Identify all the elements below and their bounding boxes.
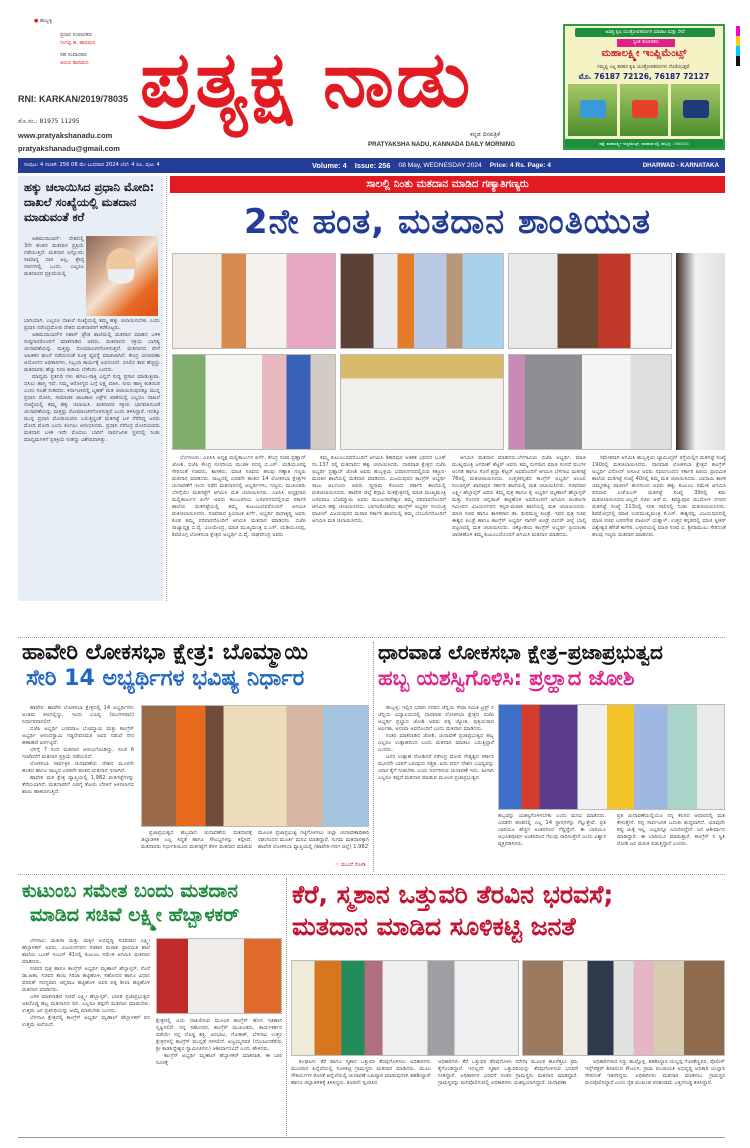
dharwad-body-left: ಹುಬ್ಬಳ್ಳಿ: ಇಲ್ಲಿನ ಭವಾನಿ ನಗರದ ಚೆನ್ನಯ ಸೇವಾ ಸಮಿತಿ ಟ್ರಸ್ಟ್ ನ ಚೆನ್ನಯ ವಿದ್ಯಾಲಯದಲ್ಲಿ ಧಾರವಾಡ ಲೋಕಸಭಾ ಕ್ಷೇತ್ರದ ಬಿಜೆಪಿ ಅಭ್ಯರ್ಥಿ ಪ್ರಲ್ಹಾದ ಜೋಶಿ ಅವರು ಪತ್ನಿ ಜ್ಯೋತಿ, ಪುತ್ರಿಯರಾದ ಅರ್ಪಿತಾ, ಅನುಷಾ ಅವರೊಂದಿಗೆ ಬಂದು ಮತದಾನ ಮಾಡಿದರು. ನಂತರ ಮಾತನಾಡಿದ ಜೋಶಿ, ಚುನಾವಣೆ ಪ್ರಜಾಪ್ರಭುತ್ವದ ಹಬ್ಬ ಎಲ್ಲರೂ ಉತ್ಸಾಹದಿಂದ ಬಂದು ಮತದಾನ ಮಾಡಲು ಬರುತ್ತಿದ್ದಾರೆ ಎಂದರು. ಜನರ ಉತ್ಸಾಹ ನೋಡಿದರೆ ನರೇಂದ್ರ ಮೋದಿ ನೇತೃತ್ವದ ಸರ್ಕಾರ ಮೂರನೇ ಬಾರಿಗೆ ಬರುವುದು ನಿಶ್ಚಿತ. ಐದು ವರ್ಷ ದೇಶದ ಭವಿಷ್ಯವನ್ನು ಯಾರ ಕೈಗೆ ನೀಡಬೇಕು ಎಂದು ನಿರ್ಧರಿಸುವ ಚುನಾವಣೆ ಇದು. ಹೀಗಾಗಿ ಎಲ್ಲರೂ ತಪ್ಪದೆ ಮತದಾನ ಮಾಡುವ ಮೂಲಕ ಪ್ರಜಾಪ್ರಭುತ್ವದ — [378, 705, 494, 781]
place-label: DHARWAD - KARNATAKA — [642, 162, 719, 169]
photo-sulikatti-villagers — [291, 960, 519, 1056]
modi-photo — [86, 236, 158, 316]
coeditor-name: ಅರುಣ ಹಾದಿಮನಿ — [60, 60, 89, 66]
haveri-body-left: ಹಾವೇರಿ: ಹಾವೇರಿ ಲೋಕಸಭಾ ಕ್ಷೇತ್ರದಲ್ಲಿ 14 ಅಭ್ಯರ್ಥಿಗಳು ಅಂತಿಮ ಕಣದಲ್ಲಿದ್ದು, ಇಂದು ಭವಿಷ್ಯ (ಮಂಗಳವಾರ) ನಿರ್ಧಾರವಾಗಲಿದೆ. ಬಿಜೆಪಿ ಅಭ್ಯರ್ಥಿ ಬಸವರಾಜ ಬೊಮ್ಮಾಯಿ ಮತ್ತು ಕಾಂಗ್ರೆಸ್ ಅಭ್ಯರ್ಥಿ ಆನಂದಸ್ವಾಮಿ ಗಡ್ಡದೇವರಮಠ ಅವರ ನಡುವೆ ನೇರ ಹಣಾಹಣಿ ಏರ್ಪಟ್ಟಿದೆ. ಬೆಳಗ್ಗೆ 7 ರಿಂದ ಮತದಾನ ಆರಂಭಗೊಂಡಿದ್ದು, ಸಂಜೆ 6 ಗಂಟೆವರೆಗೆ ಮತದಾನ ಪ್ರಕ್ರಿಯೆ ನಡೆಯಲಿದೆ. ಲೋಕಸಭಾ ಸಾರ್ವತ್ರಿಕ ಚುನಾವಣೆಯ ದೇಶದ ಮೂರನೇ ಹಂತದ ಹಾಗೂ ರಾಜ್ಯದ ಎರಡನೇ ಹಂತದ ಮತದಾನ ಇದಾಗಿದೆ. ಹಾವೇರಿ ಮತ ಕ್ಷೇತ್ರ ವ್ಯಾಪ್ತಿಯಲ್ಲಿ 1,982 ಮತಗಟ್ಟೆಗಳನ್ನು ತೆರೆಯಲಾಗಿದೆ. ಮತದಾರರಿಗೆ ಎಡಗೈ ತೋರು ಬೆರಳಿಗೆ ಅಳಿಸಲಾಗದ ಶಾಯಿ ಹಾಕಲಾಗುತ್ತಿದೆ. — [22, 705, 134, 795]
photo-bommai-family — [141, 705, 369, 827]
haveri-headline-line1[interactable]: ಹಾವೇರಿ ಲೋಕಸಭಾ ಕ್ಷೇತ್ರ: ಬೊಮ್ಮಾಯಿ — [22, 640, 308, 665]
modi-headline[interactable]: ಹಕ್ಕು ಚಲಾಯಿಸಿದ ಪ್ರಧಾನಿ ಮೋದಿ: ದಾಖಲೆ ಸಂಖ್ಯೆಯಲ್ಲಿ ಮತದಾನ ಮಾಡುವಂತೆ ಕರೆ — [24, 180, 155, 224]
section-divider — [18, 874, 725, 875]
newspaper-logo: ಪ್ರತ್ಯಕ್ಷ ನಾಡು — [140, 35, 473, 125]
photo-kharge-family — [508, 253, 672, 349]
page-bottom-rule — [18, 1137, 725, 1138]
lead-column-4: ಸಮೇತರಾಗಿ ಆಗಮಿಸಿ ಹುಬ್ಬಳ್ಳಿಯ ಲ್ಯಾಮಿಂಗ್ಟನ್ ರಸ್ತೆಯಲ್ಲಿನ ಮತಗಟ್ಟೆ ಸಂಖ್ಯೆ 190ರಲ್ಲಿ ಮತಚಲಾಯಿಸಿದರು. ಧಾರವಾಡ ಲೋಕಸಭಾ ಕ್ಷೇತ್ರದ ಕಾಂಗ್ರೆಸ್ ಅಭ್ಯರ್ಥಿ ವಿನೋದ್ ಅಸೂಟಿ ಅವರು ನವಲಗುಂದದ ಸರ್ಕಾರಿ ಹಿರಿಯ ಪ್ರಾಥಮಿಕ ಶಾಲೆಯ ಮತಗಟ್ಟೆ ಸಂಖ್ಯೆ 40ರಲ್ಲಿ ತಮ್ಮ ಮತ ಚಲಾಯಿಸಿದರು. ಬಾದಾಮಿ ಶಾಸಕ ಚಿಮ್ಮನಕಟ್ಟಿ ಪಾಟೀಲ್ ಹುನಗುಂದ ಅವರು ಹಕ್ಕು ಕುಟುಂಬ ಸಮೇತ ಆಗಮಿಸಿ ಪರಿಲಾಪ ಎಚ್‌ಪಿಎಸ್ ಮತಗಟ್ಟೆ ಸಂಖ್ಯೆ 39ರಲ್ಲಿ ತಮ ಮತಚಲಾಯಿಸಿದರು.ಅಲ್ಲದೆ ಸಚಿವ ಆರ್.ಬಿ. ತಿಮ್ಮಾಪೂರ ಮುಧೋಳ ನಗರದ ಮತಗಟ್ಟೆ ಸಂಖ್ಯೆ 113ರಲ್ಲಿ ಸರತಿ ಸಾಲಿನಲ್ಲಿ ನಿಂತು ಮತಚಲಾಯಿಸಿದರು. ಶಿವಮೊಗ್ಗದಲ್ಲಿ ಮಾಜಿ ಉಪಮುಖ್ಯಮಂತ್ರಿ ಕೆ.ಎಸ್. ಈಶ್ವರಪ್ಪ, ವಿಜಯಪುರದಲ್ಲಿ ಮಾಜಿ ಸಚಿವ ಬಸನಗೌಡ ಪಾಟೀಲ್ ಯತ್ನಾಳ್, ಉತ್ತರ ಕನ್ನಡದಲ್ಲಿ ಮಾಜಿ ಸ್ಪೀಕರ್ ವಿಶ್ವೇಶ್ವರ ಹೆಗಡೆ ಕಾಗೇರಿ, ಬಳ್ಳಾರಿಯಲ್ಲಿ ಮಾಜಿ ಸಚಿವ ಬಿ. ಶ್ರೀರಾಮುಲು ಸೇರಿದಂತೆ ಹಲವು ಗಣ್ಯರು ಮತದಾನ ಮಾಡಿದರು. — [592, 455, 726, 538]
tagline-kannada: ಕನ್ನಡ ದಿನಪತ್ರಿಕೆ — [470, 131, 501, 138]
photo-strip-right — [676, 253, 725, 450]
lead-column-2: ತಮ್ಮ ಕುಟುಂಬದವರೊಂದಿಗೆ ಆಗಮಿಸಿ ಶಿಕಾರಿಪುರ ಅಡಕತ ಭವನದ ಬೂತ್ ನಂ.137 ರಲ್ಲಿ ಮತದಾನದ ಹಕ್ಕು ಚಲಾಯಿಸಿದರು. ಧಾರವಾಡ ಕ್ಷೇತ್ರದ ಬಿಜೆಪಿ ಅಭ್ಯರ್ಥಿ ಪ್ರಹ್ಲಾದ್ ಜೋಶಿ ಅವರು ಹುಬ್ಬಳ್ಳಿಯ ಭವಾನಿನಗರದಲ್ಲಿರುವ ಕಿತ್ತೂರ-ಮಣಕಿನ ಶಾಲೆಯಲ್ಲಿ ಮತದಾನ ಮಾಡಿದರು. ವಿಜಯಪುರದ ಕಾಂಗ್ರೆಸ್ ಅಭ್ಯರ್ಥಿ ರಾಜು ಆಲಗೂರು ಅವರು ಸ್ವಗ್ರಾಮ ಕೋಣದ ಸರ್ಕಾರಿ ಶಾಲೆಯಲ್ಲಿ ಮತಚಲಾಯಿಸಿದರು. ಹಾವೇರಿ ಜಿಲ್ಲೆ ಶಿಗ್ಗಾವಿ ಮತಕ್ಷೇತ್ರದಲ್ಲಿ ಮಾಜಿ ಮುಖ್ಯಮಂತ್ರಿ ಬಸವರಾಜ ಬೊಮ್ಮಾಯಿ ಅವರು ಮಂಜುನಾಥೇಶ್ವರ ತಮ್ಮ ಪರಿವಾರದೊಂದಿಗೆ ಆಗಮಿಸಿ ಹಕ್ಕು ಚಲಾಯಿಸಿದರು. ಬಾಗಲಕೋಟೆಯ ಕಾಂಗ್ರೆಸ್ ಅಭ್ಯರ್ಥಿ ಸಂಯುಕ್ತ ಪಾಟೀಲ್ ವಿಜಯಪುರದ ಮರಾಠ ಸರ್ಕಾರಿ ಶಾಲೆಯಲ್ಲಿ ತಮ್ಮ ಬೆಂಬಲಿಗರೊಂದಿಗೆ ಆಗಮಿಸಿ ಮತ ಚಲಾಯಿಸಿದರು. — [312, 455, 446, 524]
haveri-body-right: ಪ್ರಜಾಪ್ರಭುತ್ವದ ಹಬ್ಬವಾದ ಚುನಾವಣೆಯ ಮತದಾನಕ್ಕೆ ಜಿಲ್ಲಾಡಳಿತ ಎಲ್ಲ ಸಿದ್ಧತೆ ಹಾಗೂ ಸೌಲಭ್ಯಗಳನ್ನು ಕಲ್ಪಿಸಿದೆ. ಮತದಾರರು ನಿರ್ಭೀತಿಯಿಂದ ಮತಗಟ್ಟೆಗೆ ತೆರಳಿ ಮತದಾನ ಮಾಡುವ ಮೂಲಕ ಪ್ರಜಾಪ್ರಭುತ್ವ ಗಟ್ಟಿಗೊಳಿಸಲು ಜಿಲ್ಲಾ ಚುನಾವಣಾಧಿಕಾರಿ ರಘುನಂದನ ಮೂರ್ತಿ ಮನವಿ ಮಾಡಿದ್ದಾರೆ. ಸುಗಮ ಮತದಾನಕ್ಕಾಗಿ ಹಾವೇರಿ ಲೋಕಸಭಾ ವ್ಯಾಪ್ತಿಯಲ್ಲಿ (ಹಾವೇರಿ-ಗದಗ ಜಿಲ್ಲೆ) 1,982 — [141, 830, 369, 850]
editorial-info — [18, 14, 148, 72]
issue-label: Issue: 256 — [354, 161, 391, 170]
photo-officials — [522, 960, 725, 1056]
ad-business-name: ಮಹಾಲಕ್ಷ್ಮೀ ಇಂಪ್ಲಿಮೆಂಟ್ಸ್ — [601, 48, 687, 59]
tagline-english: PRATYAKSHA NADU, KANNADA DAILY MORNING — [368, 141, 516, 148]
price-page-label: Price: 4 Rs. Page: 4 — [489, 162, 551, 169]
rotavator-image — [620, 84, 669, 136]
ad-phone: ಮೊ. 76187 72126, 76187 72127 — [578, 72, 710, 81]
dharwad-body-right: ಪ್ರತಿ ಚುನಾವಣೆಯಲ್ಲಿಯೂ ನನ್ನ ಕೆಲಸದ ಆಧಾರದಲ್ಲಿ ಮತ ಕೇಳುತ್ತೇನೆ. ನನ್ನ ಸಾರ್ವಜನಿಕ ಬದುಕು ಶುದ್ಧವಾಗಿದೆ. ಯಾವುದೇ ಕಪ್ಪು ಚುಕ್ಕೆ ಇಲ್ಲ. ಎಲ್ಲವನ್ನೂ ಎದುರಿಸಿದ್ದೇನೆ. ಜನ ಆಶೀರ್ವಾದ ಮಾಡಿದ್ದಾರೆ. ಈ ಬಾರಿಯೂ ಮಾಡುತ್ತಾರೆ. ಕಾಂಗ್ರೆಸ್ ನ ಸ್ಥಿತಿ ನೋಡಿ ಜನ ಮರುಕ ಪಡುತ್ತಿದ್ದಾರೆ ಎಂದರು. — [617, 813, 725, 847]
lead-column-3: ಆಗಮಿಸಿ ಮತದಾನ ಮಾಡಿದರು.ಬೆಳಗಾವಿಯ ಬಿಜೆಪಿ ಅಭ್ಯರ್ಥಿ, ಮಾಜಿ ಮುಖ್ಯಮಂತ್ರಿ ಜಗದೀಶ್ ಶೆಟ್ಟರ್ ಅವರು ತಮ್ಮ ಬೀಗರಾದ ಮಾಜಿ ಸಂಸದೆ ಮಂಗಳ ಅಂಗಡಿ ಹಾಗೂ ಸೊಸೆ ಶ್ರದ್ಧಾ ಶೆಟ್ಟರ್ ಅವರೊಂದಿಗೆ ಆಗಮಿಸಿ ಬೆಳಗಾವಿ ಮತಗಟ್ಟೆ 76ರಲ್ಲಿ ಮತಚಲಾಯಿಸಿದರು. ಉತ್ತರಕನ್ನಡದ ಕಾಂಗ್ರೆಸ್ ಅಭ್ಯರ್ಥಿ ಅಂಜಲಿ ನಿಂಬಾಳ್ಕರ್ ಖಾನಾಪುರ ಸರ್ಕಾರಿ ಶಾಲೆಯಲ್ಲಿ ಮತ ಚಲಾಯಿಸಿದರು. ಸಚಿವರಾದ ಲಕ್ಷ್ಮೀ ಹೆಬ್ಬಾಳ್ಕರ್ ಅವರು ತಮ್ಮ ಪುತ್ರ ಹಾಗೂ ಕೈ ಅಭ್ಯರ್ಥಿ ಮೃಣಾಲ್ ಹೆಬ್ಬಾಳ್ಕರ್ ಮತ್ತು ಸೋದರ ಚನ್ನರಾಜ್ ಹಟ್ಟಿಹೊಳಿ ಅವರೊಂದಿಗೆ ಆಗಮಿಸಿ ಹಿಂಡಲಗಾ ಸಮೀಪದ ವಿಜಯನಗರದ ಕನ್ನಡ-ಮರಾಠಿ ಶಾಲೆಯಲ್ಲಿ ಮತ ಚಲಾಯಿಸಿದರು. ಮಾಜಿ ಸಚಿವ ಹಾಗೂ ಶಾಸಕರಾದ ಡಾ. ಧೀರಮಣ್ಣ ಖಂಡ್ರೆ, ಇವರ ಪುತ್ರ ಸಚಿವ ಈಶ್ವರ ಖಂಡ್ರೆ ಹಾಗೂ ಕಾಂಗ್ರೆಸ್ ಅಭ್ಯರ್ಥಿ ಸಾಗರ್ ಖಂಡ್ರೆ ಬೀದರ್ ಜಿಲ್ಲೆ ಭಾಲ್ಕಿ ಪಟ್ಟಣದಲ್ಲಿ ಮತ ಚಲಾಯಿಸಿದರು. ಚಿಕ್ಕೋಡಿಯ ಕಾಂಗ್ರೆಸ್ ಅಭ್ಯರ್ಥಿ ಪ್ರಿಯಾಂಕಾ ಜಾರಕಿಹೊಳಿ ತಮ್ಮ ಕುಟುಂಬದೊಂದಿಗೆ ಆಗಮಿಸಿ ಮತದಾನ ಮಾಡಿದರು. — [452, 455, 586, 538]
haveri-headline-line2[interactable]: ಸೇರಿ 14 ಅಭ್ಯರ್ಥಿಗಳ ಭವಿಷ್ಯ ನಿರ್ಧಾರ — [26, 666, 305, 691]
modi-body-main: ಭಾಗಿಯಾಗಿ. ಎಲ್ಲರೂ ದಾಖಲೆ ಸಂಖ್ಯೆಯಲ್ಲಿ ತಮ್ಮ ಹಕ್ಕು ಚಲಾಯಿಸಬೇಕು ಎಂದು ಪ್ರಧಾನಿ ನರೇಂದ್ರಮೋದಿ ದೇಶದ ಮತದಾರರಿಗೆ ಕರೆಕೊಟ್ಟರು. ಅಹಮದಾಬಾದ್‌ನ ನಿಶಾನ್ ಪ್ರೌಢ ಶಾಲೆಯಲ್ಲಿ ಮತದಾನ ಮಾಡಿದ ಬಳಿಕ ಸುದ್ದಿಗಾರರೊಂದಿಗೆ ಮಾತನಾಡಿದ ಅವರು, ಮತದಾನದ ಸಕ್ರಿಯ ಭಾಗಿತ್ವ ಚುನಾವಣೆಯನ್ನು ಮತ್ತಷ್ಟು ರೋಮಾಂಚನಗೊಳಿಸುತ್ತದೆ. ಮತದಾನದ ವೇಳೆ ಅಹಿತಕರ ಘಟನೆ ನಡೆಯದಂತೆ ಸೂಕ್ತ ವ್ಯವಸ್ಥೆ ಮಾಡಲಾಗಿದೆ. ಕೇಂದ್ರ ಚುನಾವಣಾ ಆಯೋಗದ ಅಧಿಕಾರಿಗಳು, ಸಿಬ್ಬಂದಿ ಕಾರ್ಯಕ್ಕೆ ಅಭಿನಂದನೆ. ಬಿಸಿಲಿನ ತಾಪ ಹೆಚ್ಚಿದ್ದು ಮತದಾರರು ಹೆಚ್ಚು ನೀರು ಕುಡಿಯ ಬೇಕೆಂದು ಎಂದರು. ಮಾಧ್ಯಮ ಪ್ರತಿನಿಧಿ ಗಳು ಹಗಲು-ರಾತ್ರಿ ಎನ್ನದೆ ಸುದ್ದಿ ಪ್ರಸಾರ ಮಾಡುತ್ತೀರಾ. ಬಿಸಿಲು ಹಾಸ್ತಿ ಇದೆ. ನಿಮ್ಮ ಆರೋಗ್ಯದ ಬಗ್ಗೆ ಲಕ್ಷ್ಯ ವಹಿಸಿ. ನೀರು ಹಾಸ್ತಿ ಕುಡಿಯಿರಿ ಎಂದು ಸಲಹೆ ನೀಡಿದರು. ಕರ್ನಾಟಕದಲ್ಲಿ ಬೃಹತ್ ಮತ ಚಲಾಯಿಸುವುದಕ್ಕೂ ಮುನ್ನ ಪ್ರಧಾನಿ ಮೋದಿ, ಸಾಮಾಜಿಕ ಜಾಲತಾಣ ಎಕ್ಸ್‌ನ ಖಾತೆಯಲ್ಲಿ ಎಲ್ಲರೂ ದಾಖಲೆ ಸಂಖ್ಯೆಯಲ್ಲಿ ತಮ್ಮ ಹಕ್ಕು ಚಲಾಯಿಸಿ. ಮತದಾರರ ಸಕ್ರಿಯ ಭಾಗವಹಿಸುವಿಕೆ ಚುನಾವಣೆಯನ್ನು ಮತ್ತಷ್ಟು ರೋಮಾಂಚನಗೊಳಿಸುತ್ತದೆ ಎಂದು ತಿಳಿಸಿದ್ದಾರೆ. ಇದಕ್ಕೂ ಮುನ್ನ ಪ್ರಧಾನಿ ಮೋದಿಯವರು ಬರುತ್ತಿದ್ದಂತೆ ಮತಗಟ್ಟೆ ಬಳಿ ನೆರೆದಿದ್ದ ಜನರು ಮೋದಿ ಮೋದಿ ಎಂದು ಕೂಗಲು ಆರಂಭಿಸಿದರು. ಪ್ರಧಾನಿ ನರೇಂದ್ರ ಮೋದಿಯವರು ಮತದಾನ ಬಳಿಕ ಇದೇ ಮೊದಲು ಬಾರಿಗೆ ಸಾರ್ವಜನಿಕ ಸ್ಥಳದಲ್ಲಿ ನಿಂತು ಮಾಧ್ಯಮಗಳಿಗೆ ಪ್ರತಿಕ್ರಿಯೆ ನೀಡಿದ್ದು ವಿಶೇಷವಾಗಿತ್ತು. — [24, 318, 160, 443]
editor-title: ಪ್ರಧಾನ ಸಂಪಾದಕರು — [60, 32, 93, 38]
ad-top-banner: ಅವಶ್ಯ ಕೃಷಿ ಯಂತ್ರೋಪಕರಣಗಳ ಮಾರಾಟ ಮತ್ತು ಸೇವೆ — [575, 28, 715, 37]
plough-image — [568, 84, 617, 136]
email-link[interactable]: pratyakshanadu@gmail.com — [18, 144, 120, 153]
coeditor-title: ಸಹ ಸಂಪಾದಕರು — [60, 52, 88, 58]
trailer-image — [671, 84, 720, 136]
lakshmi-headline-line1[interactable]: ಕುಟುಂಬ ಸಮೇತ ಬಂದು ಮತದಾನ — [22, 880, 238, 902]
lakshmi-headline-line2[interactable]: ಮಾಡಿದ ಸಚಿವೆ ಲಕ್ಷ್ಮೀ ಹೆಬ್ಬಾಳಕರ್ — [30, 904, 240, 926]
column-divider — [286, 878, 287, 1138]
haveri-continued[interactable]: ☞ ಮುಂದೆ ನೋಡಿ — [335, 862, 366, 868]
column-divider — [373, 642, 374, 872]
rni-number: RNI: KARKAN/2019/78035 — [18, 94, 129, 104]
photo-group-voters — [340, 354, 504, 450]
date-label: 08 May, WEDNESDAY 2024 — [398, 162, 482, 169]
advertisement-mahalakshmi[interactable] — [563, 24, 725, 150]
ad-description: ನಮ್ಮಲ್ಲಿ ಎಲ್ಲ ತರಹದ ಕೃಷಿ ಯಂತ್ರೋಪಕರಣಗಳು ದೊರೆಯುತ್ತವೆ. — [597, 65, 691, 70]
lead-column-1: ಬೆಂಗಳೂರು: ಎಐಸಿಸಿ ಅಧ್ಯಕ್ಷ ಮಲ್ಲಿಕಾರ್ಜುನ ಖರ್ಗೆ, ಕೇಂದ್ರ ಸಚಿವ ಪ್ರಹ್ಲಾದ್ ಜೋಶಿ, ಬಿಜೆಪಿ ಕೇಂದ್ರ ಸಂಸದೀಯ ಮಂಡಳಿ ಸದಸ್ಯ ಬಿ.ಎಸ್. ಯಡಿಯೂರಪ್ಪ ಸೇರಿದಂತೆ ಸಚಿವರು, ಶಾಸಕರು, ಮಾಜಿ ಸಚಿವರು ಹಲವು ಗಣ್ಯಾತಿ ಗಣ್ಯರು ಮತದಾನ ಮಾಡಿದರು. ರಾಜ್ಯದಲ್ಲಿ ಎರಡನೇ ಹಂತದ 14 ಲೋಕಸಭಾ ಕ್ಷೇತ್ರಗಳ ಚುನಾವಣೆಗೆ ಇಂದು ನಡೆದ ಮತದಾನದಲ್ಲಿ ಅಭ್ಯರ್ಥಿಗಳು, ಗಣ್ಯರು, ಮುಖಂಡರು ಬೆಳಗ್ಗೆಯೇ ಮತಗಟ್ಟೆಗೆ ಆಗಮಿಸಿ ಮತ ಚಲಾಯಿಸಿದರು. ಎಐಸಿಸಿ ಅಧ್ಯಕ್ಷರಾದ ಮಲ್ಲಿಕಾರ್ಜುನ ಖರ್ಗೆ ಅವರು ಕಲಬುರಗಿಯ ಬಸವನಗರದಲ್ಲಿರುವ ಸರ್ಕಾರಿ ಶಾಲೆಯ ಮತಗಟ್ಟೆಯಲ್ಲಿ ತಮ್ಮ ಕುಟುಂಬದವರೊಂದಿಗೆ ಆಗಮಿಸಿ ಮತಚಲಾಯಿಸಿದರು. ಸಚಿವರಾದ ಪ್ರಿಯಾಂಕ ಖರ್ಗೆ, ಅಭ್ಯರ್ಥಿ ರಾಧಾಕೃಷ್ಣ ಅವರು ಕೂಡ ತಮ್ಮ ಪರಿವಾರದೊಂದಿಗೆ ಆಗಮಿಸಿ ಮತದಾನ ಮಾಡಿದರು. ಬಿಜೆಪಿ ರಾಜ್ಯಾಧ್ಯಕ್ಷ ಬಿ.ವೈ. ವಿಜಯೇಂದ್ರ, ಮಾಜಿ ಮುಖ್ಯಮಂತ್ರಿ ಬಿ.ಎಸ್. ಯಡಿಯೂರಪ್ಪ, ಶಿವಮೊಗ್ಗ ಲೋಕಸಭಾ ಕ್ಷೇತ್ರದ ಅಭ್ಯರ್ಥಿ ಬಿ.ವೈ. ರಾಘವೇಂದ್ರ ಅವರು — [172, 455, 306, 538]
kere-column-2: ಅಧಿಕಾರಿಗಳು ಕೆರೆ ಒತ್ತುವರಿ ತೆರವುಗೊಳಿಸಿ ನರೇಗಾ ಮೂಲಕ ಹೂಳೆತ್ತಲು ಕ್ರಮ ಕೈಗೊಂಡಿದ್ದಾರೆ. ಇದಲ್ಲದೇ ಸ್ಮಶಾನ ಒತ್ತುವರಿಯನ್ನು ತೆರವುಗೊಳಿಸುವ ಭರವಸೆ ನೀಡಿದ್ದಾರೆ. ಅಧಿಕಾರಿಗಳ ಭರವಸೆ ನಂತರ ಗ್ರಾಮಸ್ಥರು ಮತದಾನ ಮಾಡಿದ್ದಾರೆ. ಗ್ರಾಮಸ್ಥರನ್ನು ಮನವೊಲಿಸುವಲ್ಲಿ ಅಧಿಕಾರಿಗಳು ಯಶಸ್ವಿಯಾಗಿದ್ದಾರೆ. ಚುನಾವಣಾ — [438, 1059, 578, 1086]
lakshmi-body-left: ಬೆಳಗಾವಿ: ಮಹಿಳಾ ಮತ್ತು ಮಕ್ಕಳ ಅಭಿವೃದ್ಧಿ ಸಚಿವರಾದ ಲಕ್ಷ್ಮೀ ಹೆಬ್ಬಾಳಕರ್ ಅವರು, ವಿಜಯನಗರದ ಸರಕಾರಿ ಮರಾಠಿ ಪ್ರಾಥಮಿಕ ಶಾಲೆ ಶಾಲೆಯ ಬೂತ್ ನಂಬರ್ 41ರಲ್ಲಿ ಕುಟುಂಬ ಸಮೇತ ಆಗಮಿಸಿ ಮತದಾನ ಮಾಡಿದರು. ಸಚಿವರ ಪುತ್ರ ಹಾಗೂ ಕಾಂಗ್ರೆಸ್ ಅಭ್ಯರ್ಥಿ ಮೃಣಾಲ್ ಹೆಬ್ಬಾಳ್ಕರ್, ಸೊಸೆ ಡಾ.ಹಿತಾ, ಸಚಿವರ ತಾಯಿ ಗಿರಿಜಾ ಹಟ್ಟಿಹೊಳಿ, ಸಹೋದರ ಹಾಗೂ ವಿಧಾನ ಪರಿಷತ್ ಸದಸ್ಯರಾದ ಚನ್ನರಾಜ ಹಟ್ಟಿಹೊಳಿ ಅವರ ಪತ್ನಿ ಶೀಲಾ ಹಟ್ಟಿಹೊಳಿ ಮತದಾನ ಮಾಡಿದರು. ಬಳಿಕ ಮಾತನಾಡಿದ ಸಚಿವೆ ಲಕ್ಷ್ಮೀ ಹೆಬ್ಬಾಳ್ಕರ್, ಭಾರತ ಪ್ರಜಾಪ್ರಭುತ್ವದ ಅತಿದೊಡ್ಡ ಹಬ್ಬ ಮತದಾನದ ದಿನ. ಎಲ್ಲರೂ ತಪ್ಪದೇ ಮತದಾನ ಮಾಡಬೇಕು. ಉತ್ತಮ ಜನ ಪ್ರತಿನಿಧಿಯನ್ನು ಆಯ್ಕೆ ಮಾಡಬೇಕು ಎಂದರು. ಬೆಳಗಾವಿ ಕ್ಷೇತ್ರದಲ್ಲಿ ಕಾಂಗ್ರೆಸ್ ಅಭ್ಯರ್ಥಿ ಮೃಣಾಲ್ ಹೆಬ್ಬಾಳಕರ್ ಪರ ಉತ್ತಮ ಅಲೆಯಿದೆ. — [22, 938, 150, 1028]
editor-name: ಗಂಗಪ್ಪ ಹ. ಹಾದಿಮನಿ — [60, 40, 96, 46]
modi-story[interactable] — [18, 176, 163, 601]
photo-joshi-voting — [498, 704, 725, 810]
kere-column-3: ಅಧಿಕಾರಿಗಳಾದ ಸಿದ್ದು ಹುಲ್ಲೊಳ್ಳಿ, ತಹಶೀಲ್ದಾರ ಯಲ್ಲಪ್ಪ ಗೋಣೆಣ್ಣವರ, ಪೊಲೀಸ್ ಇನ್ಸ್‌ಪೆಕ್ಟರ್ ಶಿವಾನಂದ ಕೌಜಲಗಿ, ಗ್ರಾಮ ಪಂಚಾಯತಿ ಅಭಿವೃದ್ಧಿ ಅಧಿಕಾರಿ ಯಲ್ಲಾರಿ ಸೇರಿದಂತೆ ಇತರರಿದ್ದರು. ಅಧಿಕಾರಿಗಳು ಮತದಾನ ಮಾಡಿಸಲು ಗ್ರಾಮಸ್ಥರ ಮನವೊಲಿಸಿದ್ದಾರೆ ಎಂದು ರೈತ ಮುಖಂಡ ಪರಶುರಾಮ ಎತ್ತಿನಗುಡ್ಡ ತಿಳಿಸಿದ್ದಾರೆ. — [585, 1059, 725, 1086]
kere-headline-line1[interactable]: ಕೆರೆ, ಸ್ಮಶಾನ ಒತ್ತುವರಿ ತೆರವಿನ ಭರವಸೆ; — [292, 880, 614, 909]
print-color-bar — [736, 26, 740, 66]
section-divider — [18, 637, 725, 638]
ad-bottom-banner: ಪತ್ತೆ: ಮಹಾಲಕ್ಷ್ಮೀ ಇಂಪ್ಲಿಮೆಂಟ್ಸ್, ಧಾರವಾಡ ರಸ್ತೆ, ಹುಬ್ಬಳ್ಳಿ - 580024 — [565, 139, 723, 148]
dharwad-headline-line1[interactable]: ಧಾರವಾಡ ಲೋಕಸಭಾ ಕ್ಷೇತ್ರ–ಪ್ರಜಾಪ್ರಭುತ್ವದ — [378, 640, 663, 664]
kere-headline-line2[interactable]: ಮತದಾನ ಮಾಡಿದ ಸೂಳಿಕಟ್ಟಿ ಜನತೆ — [292, 912, 576, 941]
photo-elderly-voters — [172, 354, 336, 450]
photo-joshi-family — [340, 253, 504, 349]
kere-column-1: ಕಲಘಟಗಿ: ಕೆರೆ ಹಾಗೂ ಸ್ಮಶಾನ ಒತ್ತುವರಿ ತೆರವುಗೊಳಿಸಲು ಅಧಿಕಾರಿಗಳು ಮುಂದಾದ ಹಿನ್ನೆಲೆಯಲ್ಲಿ ಸೂಳಿಕಟ್ಟಿ ಗ್ರಾಮಸ್ಥರು ಮತದಾನ ಮಾಡಿದರು. ಮೂಲ ಸೌಕರ್ಯಗಳ ಕೊರತೆ ಹಿನ್ನೆಲೆಯಲ್ಲಿ ಚುನಾವಣೆ ಬಹಿಷ್ಕಾರ ಮಾಡುವುದಾಗಿ ತಹಶೀಲ್ದಾರ್ ಹಾಗೂ ಜಿಲ್ಲಾಡಳಿತಕ್ಕೆ ತಿಳಿಸಿದ್ದರು. ಕೂಡಲೇ ಸ್ಪಂದಿಸಿದ — [291, 1059, 431, 1086]
ad-ribbon: ಸ್ವಂತ ತಯಾರಕರು — [617, 39, 675, 47]
modi-body-side: ಅಹಮದಾಬಾದ್: ದೇಶದಲ್ಲಿ 3ನೇ ಹಂತದ ಮತದಾನ ಪ್ರಕ್ರಿಯೆ ನಡೆಯುತ್ತಿದೆ. ಮತದಾನ ಅನ್ನೋದು ಸಾಮಾನ್ಯ ದಾನ ಅಲ್ಲ. ಶ್ರೇಷ್ಠ ದಾನಗಳಲ್ಲಿ ಒಂದು. ಎಲ್ಲರೂ ಮತದಾನದ ಪ್ರಕ್ರಿಯೆಯಲ್ಲಿ — [24, 236, 84, 277]
lead-headline[interactable]: 2ನೇ ಹಂತ, ಮತದಾನ ಶಾಂತಿಯುತ — [244, 202, 651, 242]
issue-info-kannada: ಸಂಪುಟ: 4 ಸಂಚಿಕೆ: 256 08 ಮೇ ಬುಧವಾರ 2024 ಬೆಲೆ: 4 ರೂ. ಪುಟ: 4 — [24, 162, 160, 168]
photo-evm-booth — [508, 354, 672, 450]
phone-number: ಮೊ.ಸಂ.: 81975 11295 — [18, 118, 80, 125]
lakshmi-body-right: ಕ್ಷೇತ್ರದಲ್ಲಿ ಜಯ ದಾಖಲಿಸುವ ಮೂಲಕ ಕಾಂಗ್ರೆಸ್ ಹೊಸ ಇತಿಹಾಸ ಸೃಷ್ಟಿಸಲಿದೆ. ನನ್ನ ಸಹೋದರ, ಕಾಂಗ್ರೆಸ್ ಮುಖಂಡರು, ಕಾರ್ಯಕರ್ತರ ಪಡೆಯೇ ನನ್ನ ದೊಡ್ಡ ಶಕ್ತಿ, ಅರಭಾವಿ, ಗೋಕಾಕ್, ಬೆಳಗಾವಿ ಉತ್ತರ ಕ್ಷೇತ್ರಗಳಲ್ಲಿ ಕಾಂಗ್ರೆಸ್ ಮುನ್ನಡೆ ಗಳಿಸಲಿದೆ. ಅಜ್ಜಯ್ಯನವರ (ನೊಣವಿನಕೆರೆಯ ಶ್ರೀ ಕಾಡಸಿದ್ದೇಶ್ವರ ಸ್ವಾಮೀಜಿಗಳು) ಆಶೀರ್ವಾದವಿದೆ ಎಂದು ಹೇಳಿದರು. ಕಾಂಗ್ರೆಸ್ ಅಭ್ಯರ್ಥಿ ಮೃಣಾಲ್ ಹೆಬ್ಬಾಳಕರ್ ಮಾತನಾಡಿ, ಈ ಬಾರಿ ನೂರಕ್ಕೆ — [156, 1018, 282, 1066]
website-link[interactable]: www.pratyakshanadu.com — [18, 131, 113, 140]
column-divider — [166, 176, 167, 601]
ad-product-images — [568, 84, 720, 136]
photo-hebbalkar-family — [156, 938, 282, 1014]
issue-info-bar — [18, 158, 725, 173]
dharwad-body-mid: ಹಬ್ಬವನ್ನು ಯಶಸ್ವಿಗೊಳಿಸಬೇಕು ಎಂದು ಮನವಿ ಮಾಡಿದರು. ಎರಡನೇ ಹಂತದಲ್ಲಿ ಎಲ್ಲ 14 ಸ್ಥಾನಗಳನ್ನು ಗೆಲ್ಲುತ್ತೇವೆ. ಪ್ರತಿ ಬಾರಿಯೂ ಹೆಚ್ಚಿನ ಅಂತರದಿಂದ ಗೆದ್ದಿದ್ದೇನೆ. ಈ ಬಾರಿಯೂ ಅಭೂತಪೂರ್ವ ಅಂತರದಿಂದ ಗೆಲುವು ಸಾಧಿಸುತ್ತೇನೆ ಎಂದು ವಿಶ್ವಾಸ ವ್ಯಕ್ತಪಡಿಸಿದರು. — [498, 813, 606, 847]
volume-label: Volume: 4 — [312, 161, 347, 170]
edition-label: ● ಹುಬ್ಬಳ್ಳಿ — [34, 18, 53, 24]
dharwad-headline-line2[interactable]: ಹಬ್ಬ ಯಶಸ್ವಿಗೊಳಿಸಿ: ಪ್ರಲ್ಹಾದ ಜೋಶಿ — [378, 666, 635, 690]
photo-yediyurappa-family — [172, 253, 336, 349]
lead-strap: ಸಾಲಲ್ಲಿ ನಿಂತು ಮತದಾನ ಮಾಡಿದ ಗಣ್ಯಾತಿಗಣ್ಯರು — [170, 176, 725, 193]
